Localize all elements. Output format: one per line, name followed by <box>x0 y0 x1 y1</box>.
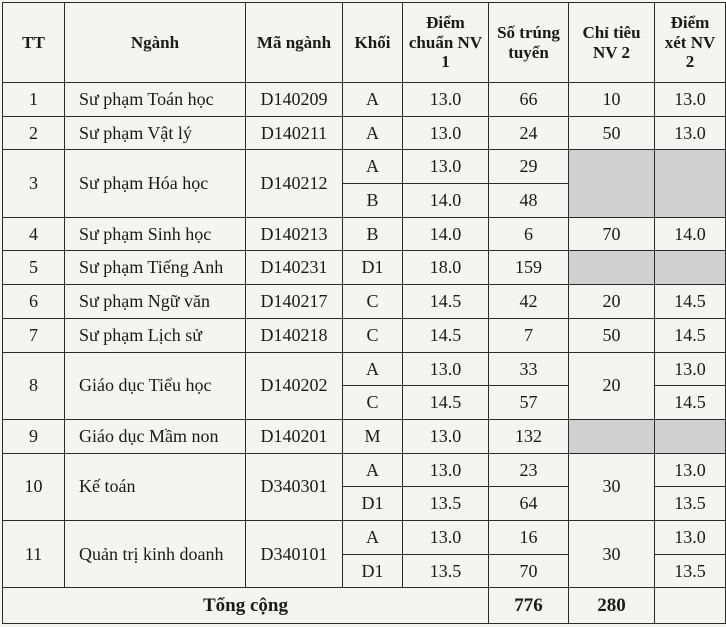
cell-khoi: C <box>343 285 403 319</box>
cell-nganh: Sư phạm Tiếng Anh <box>65 251 246 285</box>
cell-diem-chuan: 14.5 <box>403 386 489 420</box>
cell-so-trung-tuyen: 64 <box>489 487 569 521</box>
cell-so-trung-tuyen: 66 <box>489 83 569 117</box>
cell-chi-tieu: 20 <box>569 352 655 419</box>
header-tt: TT <box>3 3 65 83</box>
cell-diem-chuan: 14.5 <box>403 285 489 319</box>
cell-nganh: Giáo dục Tiểu học <box>65 352 246 419</box>
cell-tt: 3 <box>3 150 65 217</box>
cell-khoi: B <box>343 217 403 251</box>
table-row <box>3 318 726 352</box>
cell-nganh: Sư phạm Sinh học <box>65 217 246 251</box>
table-body <box>3 83 726 624</box>
cell-tt: 10 <box>3 453 65 520</box>
cell-chi-tieu: 50 <box>569 318 655 352</box>
header-chi-tieu: Chỉ tiêu NV 2 <box>569 3 655 83</box>
cell-tt: 5 <box>3 251 65 285</box>
cell-so-trung-tuyen: 57 <box>489 386 569 420</box>
cell-so-trung-tuyen: 132 <box>489 419 569 453</box>
header-ma-nganh: Mã ngành <box>246 3 343 83</box>
cell-tt: 1 <box>3 83 65 117</box>
cell-diem-chuan: 13.0 <box>403 453 489 487</box>
cell-chi-tieu: 70 <box>569 217 655 251</box>
cell-so-trung-tuyen: 33 <box>489 352 569 386</box>
header-khoi: Khối <box>343 3 403 83</box>
total-label: Tổng cộng <box>3 588 489 624</box>
cell-diem-chuan: 14.0 <box>403 217 489 251</box>
cell-khoi: M <box>343 419 403 453</box>
cell-so-trung-tuyen: 16 <box>489 520 569 554</box>
cell-khoi: A <box>343 150 403 184</box>
cell-chi-tieu: 30 <box>569 453 655 520</box>
cell-so-trung-tuyen: 29 <box>489 150 569 184</box>
cell-ma-nganh: D140209 <box>246 83 343 117</box>
cell-nganh: Sư phạm Hóa học <box>65 150 246 217</box>
cell-tt: 7 <box>3 318 65 352</box>
header-nganh: Ngành <box>65 3 246 83</box>
cell-diem-xet: 14.5 <box>655 285 726 319</box>
cell-so-trung-tuyen: 23 <box>489 453 569 487</box>
cell-tt: 11 <box>3 520 65 587</box>
cell-ma-nganh: D140231 <box>246 251 343 285</box>
cell-khoi: A <box>343 453 403 487</box>
cell-ma-nganh: D140218 <box>246 318 343 352</box>
cell-diem-xet: 13.0 <box>655 83 726 117</box>
cell-khoi: D1 <box>343 251 403 285</box>
cell-so-trung-tuyen: 70 <box>489 554 569 588</box>
cell-diem-chuan: 13.0 <box>403 419 489 453</box>
admission-table <box>2 2 726 624</box>
cell-diem-chuan: 13.5 <box>403 487 489 521</box>
table-row <box>3 419 726 453</box>
cell-khoi: D1 <box>343 554 403 588</box>
cell-nganh: Sư phạm Toán học <box>65 83 246 117</box>
table-row <box>3 251 726 285</box>
cell-chi-tieu: 10 <box>569 83 655 117</box>
table-row <box>3 285 726 319</box>
header-so-trung-tuyen: Số trúng tuyển <box>489 3 569 83</box>
cell-khoi: A <box>343 352 403 386</box>
cell-khoi: A <box>343 520 403 554</box>
cell-so-trung-tuyen: 42 <box>489 285 569 319</box>
cell-diem-xet: 14.5 <box>655 386 726 420</box>
cell-diem-chuan: 14.0 <box>403 184 489 218</box>
cell-ma-nganh: D340301 <box>246 453 343 520</box>
table-row <box>3 116 726 150</box>
cell-diem-xet: 13.0 <box>655 520 726 554</box>
cell-chi-tieu <box>569 419 655 453</box>
cell-diem-xet: 14.5 <box>655 318 726 352</box>
cell-nganh: Giáo dục Mầm non <box>65 419 246 453</box>
cell-khoi: B <box>343 184 403 218</box>
cell-so-trung-tuyen: 159 <box>489 251 569 285</box>
cell-ma-nganh: D140217 <box>246 285 343 319</box>
cell-tt: 8 <box>3 352 65 419</box>
cell-diem-chuan: 18.0 <box>403 251 489 285</box>
cell-so-trung-tuyen: 24 <box>489 116 569 150</box>
cell-nganh: Quản trị kinh doanh <box>65 520 246 587</box>
total-so-trung-tuyen: 776 <box>489 588 569 624</box>
cell-chi-tieu <box>569 150 655 217</box>
table-row <box>3 150 726 184</box>
cell-diem-xet: 14.0 <box>655 217 726 251</box>
cell-diem-chuan: 13.0 <box>403 520 489 554</box>
table-row <box>3 217 726 251</box>
cell-ma-nganh: D340101 <box>246 520 343 587</box>
cell-nganh: Sư phạm Vật lý <box>65 116 246 150</box>
cell-ma-nganh: D140211 <box>246 116 343 150</box>
cell-diem-xet: 13.5 <box>655 554 726 588</box>
cell-diem-chuan: 13.0 <box>403 352 489 386</box>
cell-diem-chuan: 13.0 <box>403 116 489 150</box>
cell-so-trung-tuyen: 48 <box>489 184 569 218</box>
cell-ma-nganh: D140202 <box>246 352 343 419</box>
cell-diem-xet <box>655 419 726 453</box>
cell-khoi: A <box>343 83 403 117</box>
total-row <box>3 588 726 624</box>
cell-ma-nganh: D140201 <box>246 419 343 453</box>
table-row <box>3 520 726 554</box>
cell-diem-chuan: 13.0 <box>403 150 489 184</box>
cell-diem-xet: 13.0 <box>655 453 726 487</box>
cell-ma-nganh: D140213 <box>246 217 343 251</box>
cell-chi-tieu: 50 <box>569 116 655 150</box>
cell-khoi: C <box>343 318 403 352</box>
cell-khoi: C <box>343 386 403 420</box>
cell-diem-xet: 13.0 <box>655 352 726 386</box>
cell-tt: 4 <box>3 217 65 251</box>
cell-diem-xet <box>655 150 726 217</box>
cell-diem-xet <box>655 251 726 285</box>
cell-nganh: Sư phạm Lịch sử <box>65 318 246 352</box>
cell-diem-chuan: 14.5 <box>403 318 489 352</box>
table-row <box>3 352 726 386</box>
header-row <box>3 3 726 83</box>
table-row <box>3 83 726 117</box>
cell-diem-xet: 13.0 <box>655 116 726 150</box>
cell-diem-xet: 13.5 <box>655 487 726 521</box>
table-row <box>3 453 726 487</box>
cell-nganh: Kế toán <box>65 453 246 520</box>
cell-diem-chuan: 13.0 <box>403 83 489 117</box>
cell-diem-chuan: 13.5 <box>403 554 489 588</box>
cell-khoi: A <box>343 116 403 150</box>
cell-tt: 6 <box>3 285 65 319</box>
cell-chi-tieu <box>569 251 655 285</box>
header-diem-xet: Điểm xét NV 2 <box>655 3 726 83</box>
cell-tt: 2 <box>3 116 65 150</box>
cell-so-trung-tuyen: 6 <box>489 217 569 251</box>
cell-chi-tieu: 30 <box>569 520 655 587</box>
header-diem-chuan: Điểm chuẩn NV 1 <box>403 3 489 83</box>
cell-nganh: Sư phạm Ngữ văn <box>65 285 246 319</box>
total-diem-xet <box>655 588 726 624</box>
cell-chi-tieu: 20 <box>569 285 655 319</box>
cell-so-trung-tuyen: 7 <box>489 318 569 352</box>
total-chi-tieu: 280 <box>569 588 655 624</box>
cell-tt: 9 <box>3 419 65 453</box>
cell-ma-nganh: D140212 <box>246 150 343 217</box>
cell-khoi: D1 <box>343 487 403 521</box>
